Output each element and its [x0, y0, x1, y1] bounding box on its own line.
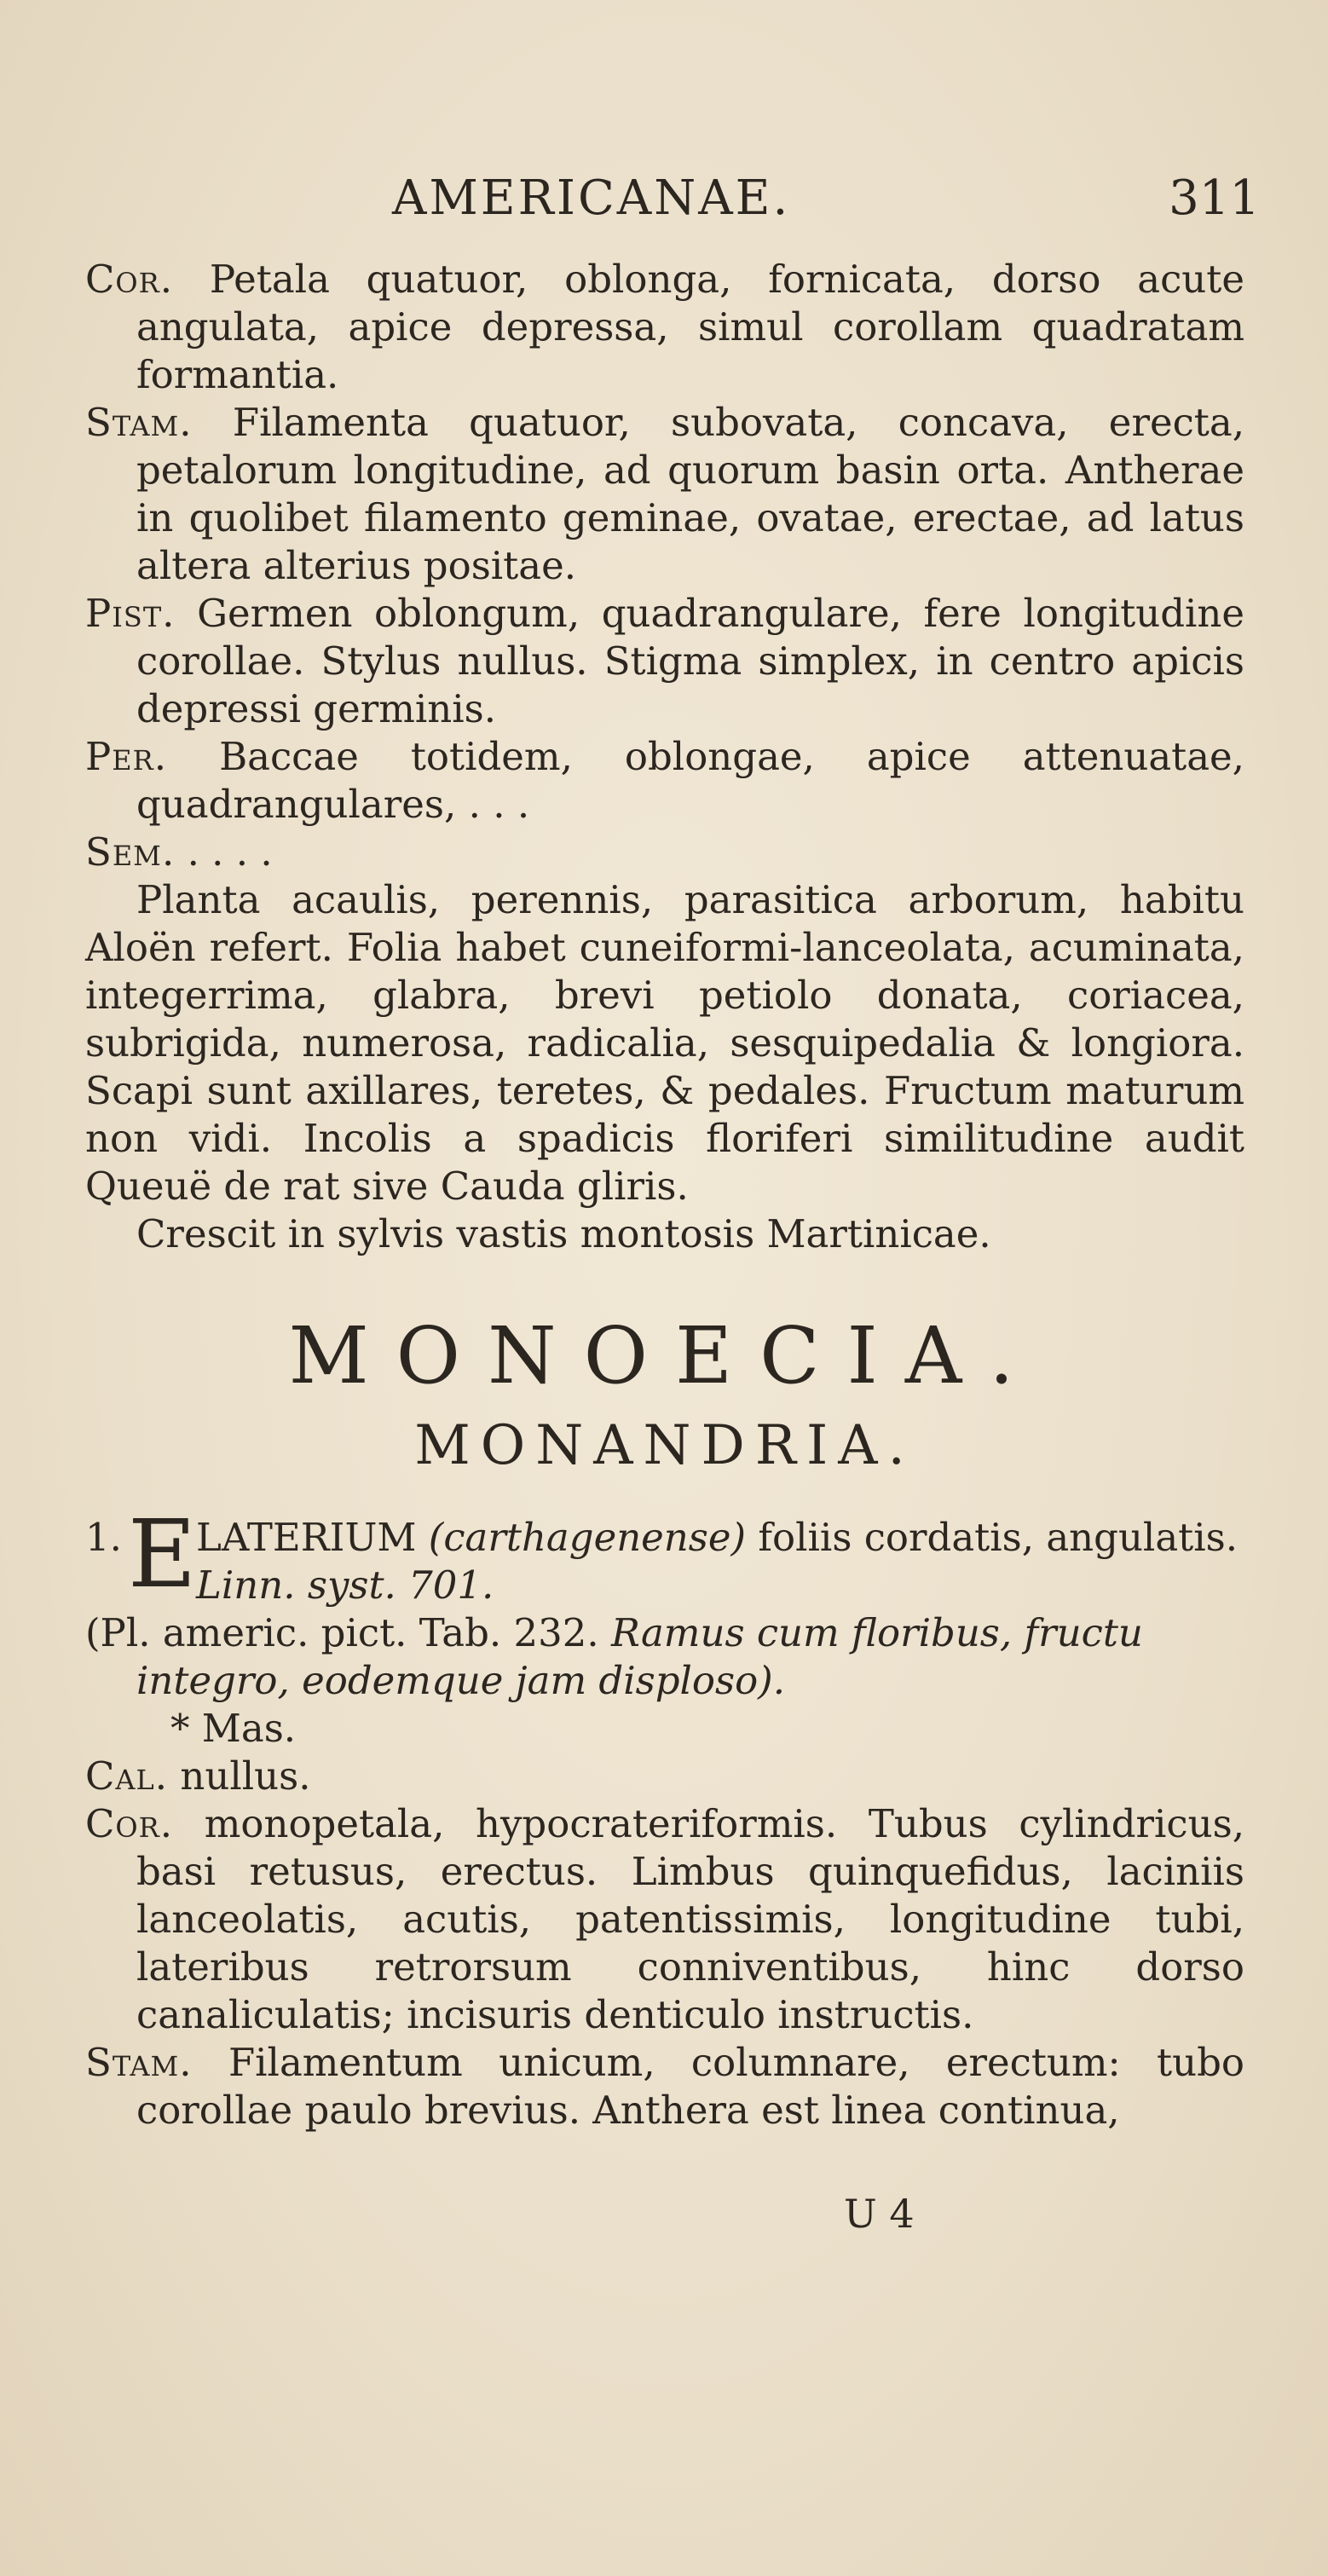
page-body	[85, 256, 1244, 2134]
entry-stam	[85, 399, 1244, 590]
entry-text: Petala quatuor, oblonga, fornicata, dorso acute angulata, apice depressa, simul corollam quadratam formantia.	[136, 257, 1244, 397]
description-paragraph: Planta acaulis, perennis, parasitica arborum, habitu Aloën refert. Folia habet cuneiformi-lanceolata, acuminata, integerrima, glabra, brevi petiolo donata, coriacea, subrigida, numerosa, radicalia, sesquipedalia & longiora. Scapi sunt axillares, teretes, & pedales. Fructum maturum non vidi. Incolis a spadicis floriferi similitudine audit Queuë de rat sive Cauda gliris.	[85, 877, 1244, 1209]
section-gap	[85, 1258, 1244, 1309]
plate-reference-plain: (Pl. americ. pict. Tab. 232.	[85, 1610, 599, 1655]
entry-text: Baccae totidem, oblongae, apice attenuatae, quadrangulares, . . .	[136, 734, 1244, 827]
signature-mark: U 4	[844, 2191, 915, 2237]
species-number: 1.	[85, 1515, 122, 1560]
entry-label: Stam.	[85, 2040, 193, 2085]
plate-reference	[85, 1609, 1244, 1705]
linnaeus-reference: Linn. syst. 701.	[196, 1562, 494, 1608]
running-head: AMERICANAE.	[392, 170, 791, 226]
page-header	[0, 170, 1328, 239]
entry-label: Per.	[85, 734, 168, 779]
entry-label: Sem.	[85, 829, 176, 875]
entry-text: nullus.	[180, 1753, 311, 1799]
class-title: MONOECIA.	[288, 1310, 1042, 1401]
entry-label: Cor.	[85, 1801, 174, 1846]
entry-text: . . . .	[187, 829, 273, 875]
habitat-paragraph: Crescit in sylvis vastis montosis Martinicae.	[136, 1211, 991, 1256]
entry-text: Filamenta quatuor, subovata, concava, erecta, petalorum longitudine, ad quorum basin orta. Antherae in quolibet filamento geminae, ovatae, erectae, ad latus altera alterius positae.	[136, 400, 1244, 588]
sex-label: * Mas.	[170, 1706, 297, 1751]
page-number: 311	[1169, 170, 1260, 226]
entry-label: Cal.	[85, 1753, 169, 1799]
entry-per	[85, 733, 1244, 829]
entry-label: Stam.	[85, 400, 193, 445]
entry-sem	[85, 829, 1244, 876]
order-title: MONANDRIA.	[414, 1414, 915, 1477]
species-epithet: (carthagenense)	[428, 1515, 747, 1560]
entry-cor-male	[85, 1800, 1244, 2039]
species-heading	[85, 1499, 1244, 1609]
entry-label: Cor.	[85, 257, 174, 302]
entry-stam-male	[85, 2039, 1244, 2134]
entry-pist	[85, 590, 1244, 733]
entry-label: Pist.	[85, 591, 176, 636]
entry-text: Germen oblongum, quadrangulare, fere longitudine corollae. Stylus nullus. Stigma simplex, in centro apicis depressi germinis.	[136, 591, 1245, 731]
genus-name: LATERIUM	[196, 1515, 417, 1560]
entry-cal	[85, 1753, 1244, 1800]
entry-text: monopetala, hypocrateriformis. Tubus cylindricus, basi retusus, erectus. Limbus quinquefidus, laciniis lanceolatis, acutis, patentissimis, longitudine tubi, lateribus retrorsum conniventibus, hinc dorso canaliculatis; incisuris denticulo instructis.	[136, 1801, 1244, 2037]
entry-text: Filamentum unicum, columnare, erectum: tubo corollae paulo brevius. Anthera est linea continua,	[136, 2040, 1244, 2133]
drop-capital: E	[128, 1499, 197, 1609]
species-diagnosis: foliis cordatis, angulatis.	[758, 1515, 1239, 1560]
plate-reference-italic: Ramus cum floribus, fructu integro, eodemque jam disploso).	[136, 1610, 1143, 1703]
entry-cor	[85, 256, 1244, 399]
